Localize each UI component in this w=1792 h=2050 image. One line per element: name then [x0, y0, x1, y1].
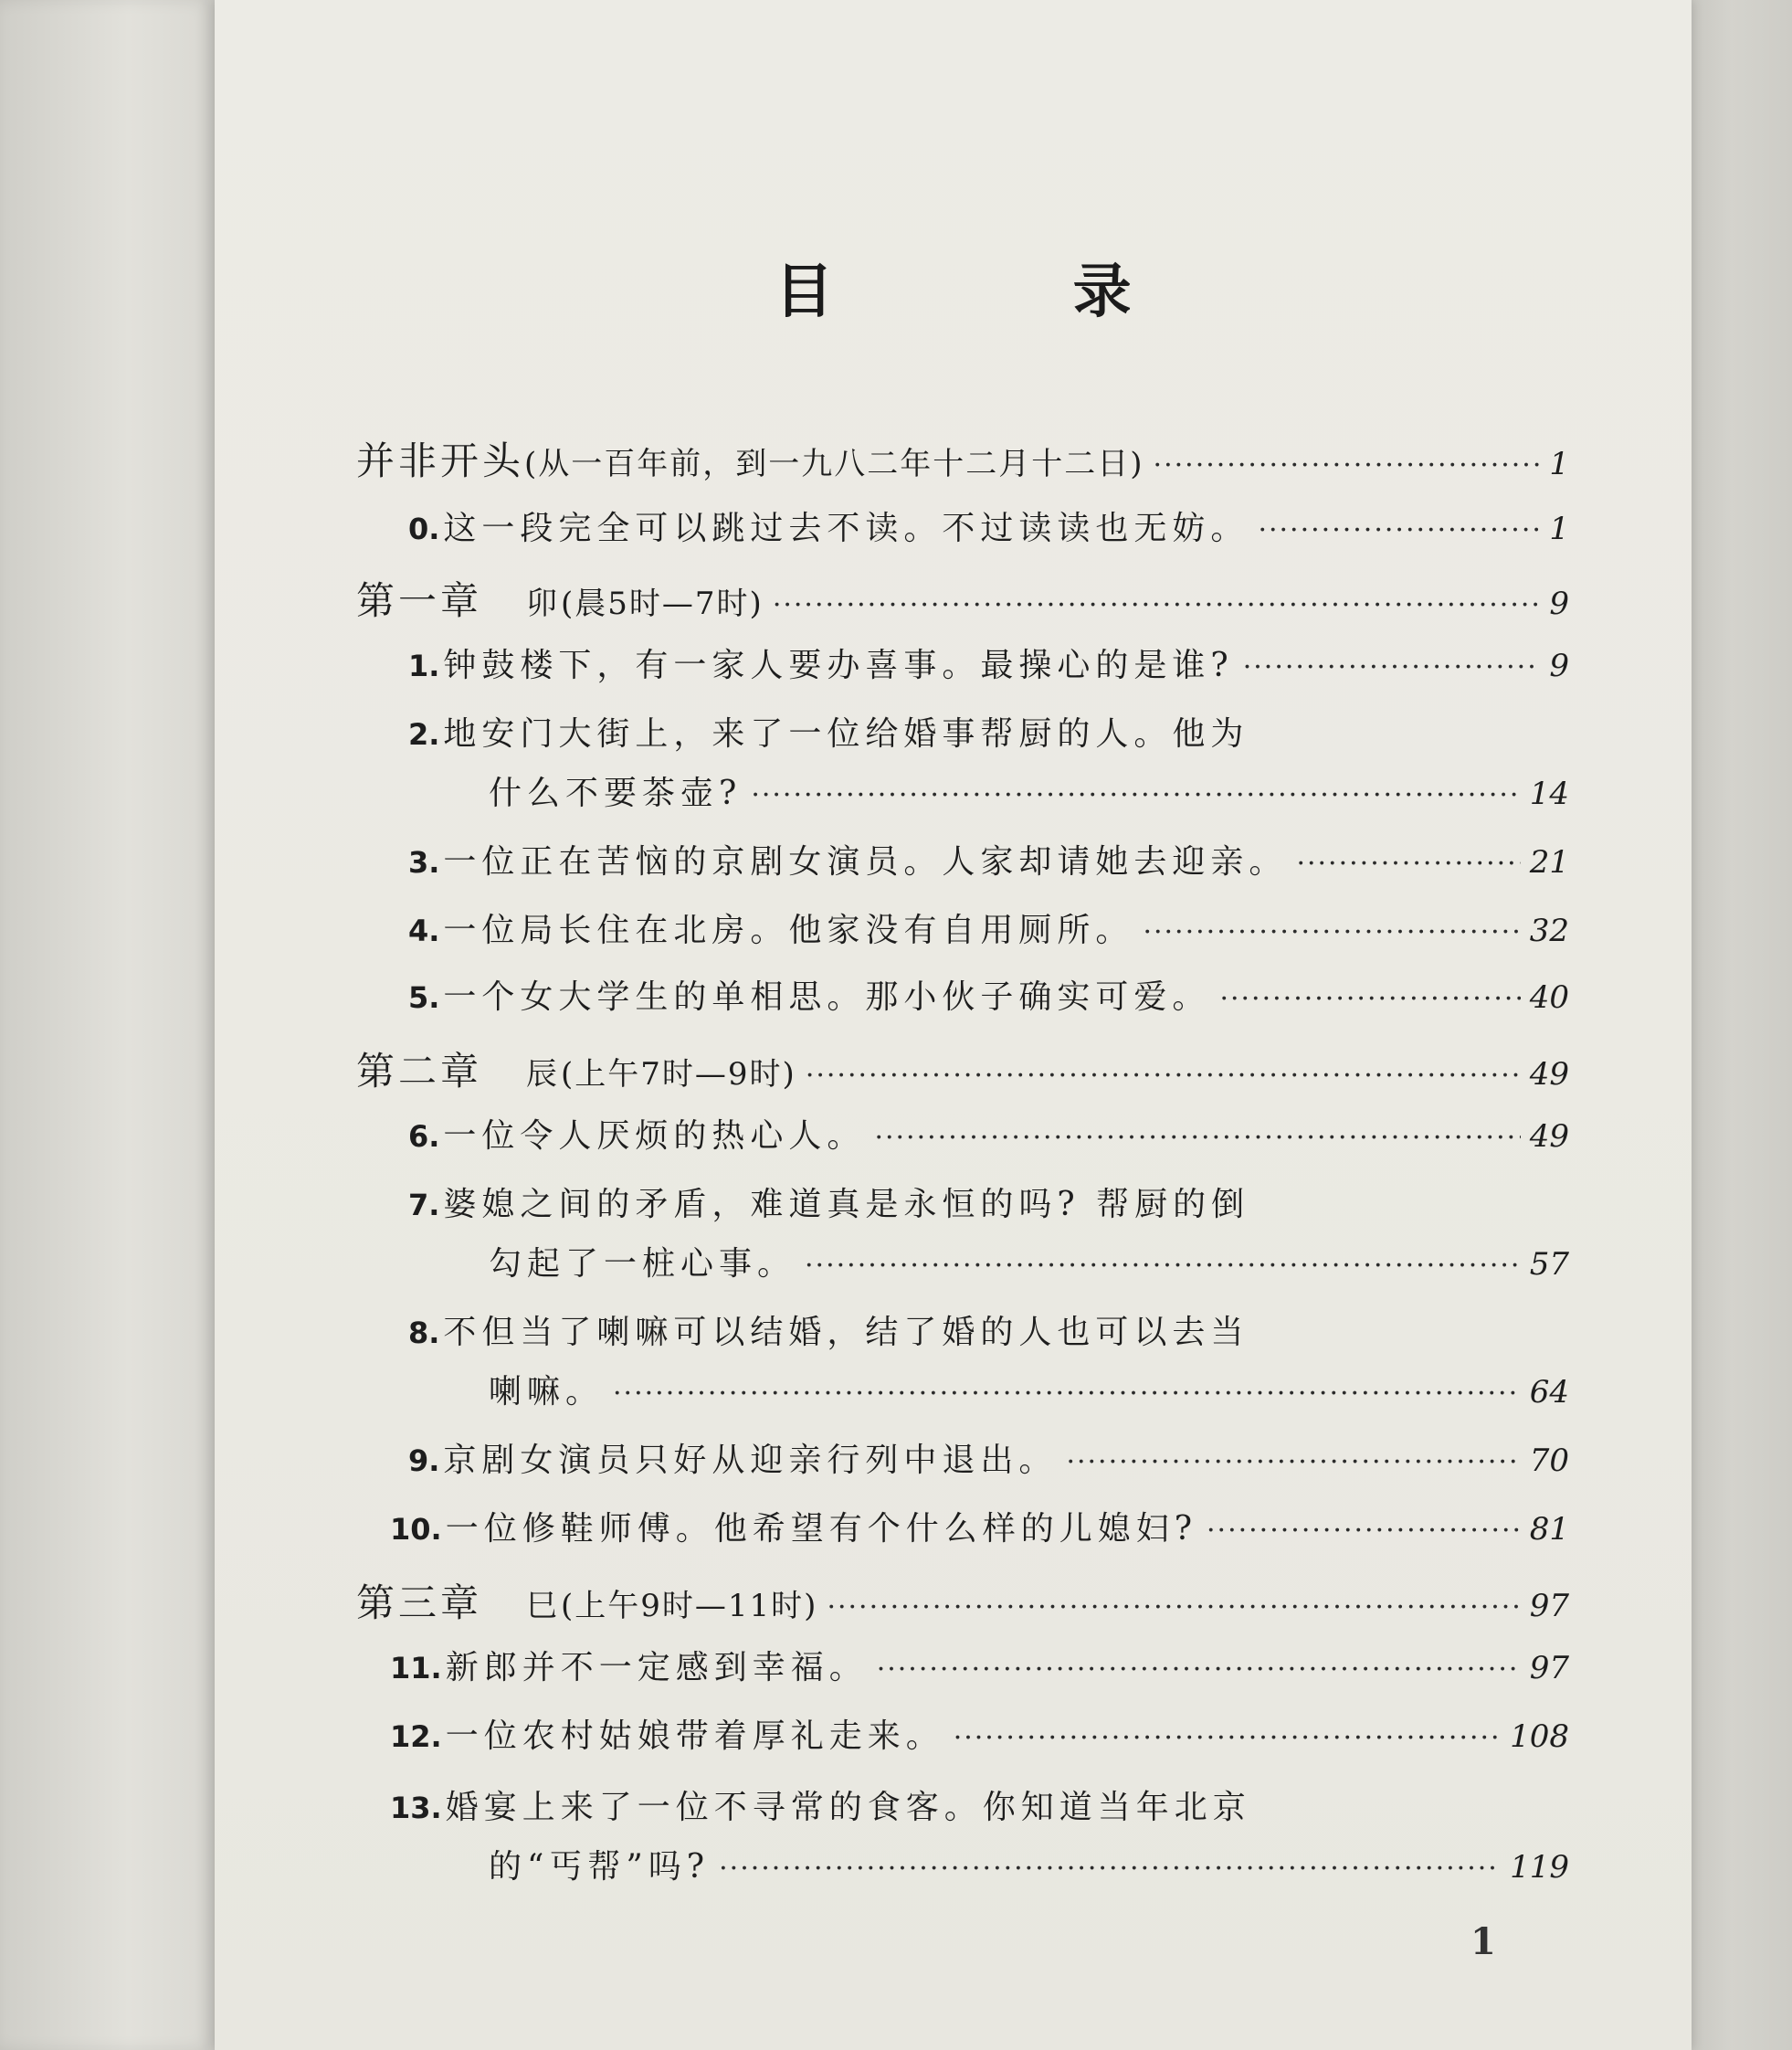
page-number: 81	[1529, 1511, 1569, 1548]
page-number: 1	[1549, 511, 1569, 547]
leader-dots	[1296, 848, 1520, 880]
item-number: 0.	[408, 512, 440, 546]
page-number: 32	[1529, 913, 1569, 949]
toc-item-continuation	[489, 767, 1569, 814]
page-number: 49	[1529, 1056, 1569, 1093]
leader-dots	[1207, 1515, 1521, 1547]
item-number: 8.	[408, 1316, 440, 1350]
chapter-heading-entry	[356, 1041, 1569, 1096]
item-title: 钟鼓楼下，有一家人要办喜事。最操心的是谁?	[443, 647, 1234, 684]
page-number: 97	[1529, 1650, 1569, 1686]
page-number: 70	[1529, 1442, 1569, 1479]
toc-item	[390, 1710, 1569, 1757]
leader-dots	[874, 1122, 1520, 1154]
leader-dots	[1219, 983, 1520, 1015]
chapter-name: 辰	[526, 1056, 562, 1093]
page-number: 108	[1510, 1718, 1569, 1755]
leader-dots	[877, 1654, 1521, 1685]
leader-dots	[773, 589, 1541, 621]
item-title-cont: 喇嘛。	[489, 1373, 605, 1411]
item-number: 11.	[390, 1651, 442, 1685]
leader-dots	[719, 1853, 1501, 1885]
leader-dots	[954, 1722, 1501, 1754]
page-number: 64	[1529, 1374, 1569, 1411]
page-number: 21	[1529, 844, 1569, 881]
toc-page	[215, 0, 1692, 2050]
item-number: 10.	[390, 1512, 442, 1547]
toc-item	[408, 639, 1569, 686]
leader-dots	[827, 1591, 1520, 1623]
item-title: 一位正在苦恼的京剧女演员。人家却请她去迎亲。	[443, 843, 1288, 881]
toc-item-continuation	[489, 1238, 1569, 1284]
toc-item	[408, 1178, 1569, 1225]
chapter-heading: 第二章	[356, 1049, 483, 1094]
chapter-time: (上午7时—9时)	[561, 1056, 796, 1093]
chapter-heading-entry	[356, 571, 1569, 626]
chapter-name: 巳	[526, 1588, 562, 1624]
item-title: 一个女大学生的单相思。那小伙子确实可爱。	[443, 978, 1211, 1016]
item-title: 一位修鞋师傅。他希望有个什么样的儿媳妇?	[445, 1510, 1197, 1548]
leader-dots	[613, 1378, 1521, 1410]
item-title-cont: 的“丐帮”吗?	[489, 1848, 711, 1886]
leader-dots	[1143, 916, 1520, 948]
page-title: 目 录	[775, 259, 1241, 326]
toc-item-continuation	[489, 1366, 1569, 1412]
intro-heading: 并非开头	[356, 439, 525, 483]
leader-dots	[1066, 1446, 1520, 1478]
item-number: 7.	[408, 1188, 440, 1222]
page-number: 1	[1549, 446, 1569, 482]
item-title: 地安门大街上，来了一位给婚事帮厨的人。他为	[443, 715, 1249, 753]
page-number: 14	[1529, 776, 1569, 812]
toc-item	[390, 1642, 1569, 1688]
toc-item	[408, 708, 1569, 755]
page-number: 9	[1549, 648, 1569, 684]
item-title: 婚宴上来了一位不寻常的食客。你知道当年北京	[445, 1789, 1251, 1826]
item-number: 5.	[408, 980, 440, 1015]
item-number: 3.	[408, 845, 440, 880]
toc-item	[408, 904, 1569, 951]
toc-item-continuation	[489, 1841, 1569, 1887]
chapter-time: (上午9时—11时)	[561, 1588, 818, 1624]
item-title: 一位局长住在北房。他家没有自用厕所。	[443, 912, 1134, 949]
leader-dots	[1243, 651, 1541, 683]
chapter-name: 卯	[526, 586, 562, 622]
leader-dots	[751, 779, 1520, 811]
page-number: 40	[1529, 979, 1569, 1016]
item-title-cont: 什么不要茶壶?	[489, 775, 743, 812]
toc-item	[408, 1110, 1569, 1157]
toc-item	[408, 971, 1569, 1018]
leader-dots	[1258, 514, 1540, 546]
page-number: 49	[1529, 1118, 1569, 1155]
item-number: 2.	[408, 717, 440, 752]
item-number: 1.	[408, 649, 440, 683]
background-surface	[1692, 0, 1792, 2050]
chapter-time: (晨5时—7时)	[561, 586, 764, 622]
leader-dots	[805, 1250, 1521, 1282]
item-title: 京剧女演员只好从迎亲行列中退出。	[443, 1442, 1058, 1479]
item-title: 这一段完全可以跳过去不读。不过读读也无妨。	[443, 510, 1249, 547]
toc-item	[390, 1781, 1569, 1828]
item-number: 4.	[408, 914, 440, 948]
item-number: 9.	[408, 1443, 440, 1478]
item-title-cont: 勾起了一桩心事。	[489, 1245, 796, 1283]
page-folio: 1	[1470, 1920, 1496, 1963]
toc-item	[408, 836, 1569, 882]
page-number: 57	[1529, 1246, 1569, 1283]
chapter-heading: 第一章	[356, 578, 483, 623]
page-number: 119	[1510, 1849, 1569, 1886]
item-title: 一位令人厌烦的热心人。	[443, 1117, 866, 1155]
leader-dots	[1154, 449, 1541, 481]
chapter-heading: 第三章	[356, 1580, 483, 1625]
toc-item	[408, 502, 1569, 549]
toc-item	[390, 1503, 1569, 1549]
item-title: 婆媳之间的矛盾，难道真是永恒的吗? 帮厨的倒	[443, 1186, 1250, 1223]
item-number: 6.	[408, 1119, 440, 1154]
page-number: 9	[1549, 586, 1569, 622]
toc-item	[408, 1306, 1569, 1353]
toc-item	[408, 1434, 1569, 1481]
item-title: 不但当了喇嘛可以结婚，结了婚的人也可以去当	[443, 1314, 1249, 1351]
chapter-heading-entry	[356, 1573, 1569, 1628]
item-title: 一位农村姑娘带着厚礼走来。	[445, 1717, 944, 1755]
item-number: 13.	[390, 1791, 442, 1825]
intro-heading-entry	[356, 431, 1569, 486]
page-number: 97	[1529, 1588, 1569, 1624]
item-title: 新郎并不一定感到幸福。	[445, 1649, 868, 1686]
leader-dots	[806, 1060, 1521, 1092]
item-number: 12.	[390, 1719, 442, 1754]
left-page-edge	[0, 0, 215, 2050]
intro-subtitle: (从一百年前，到一九八二年十二月十二日)	[524, 446, 1144, 482]
